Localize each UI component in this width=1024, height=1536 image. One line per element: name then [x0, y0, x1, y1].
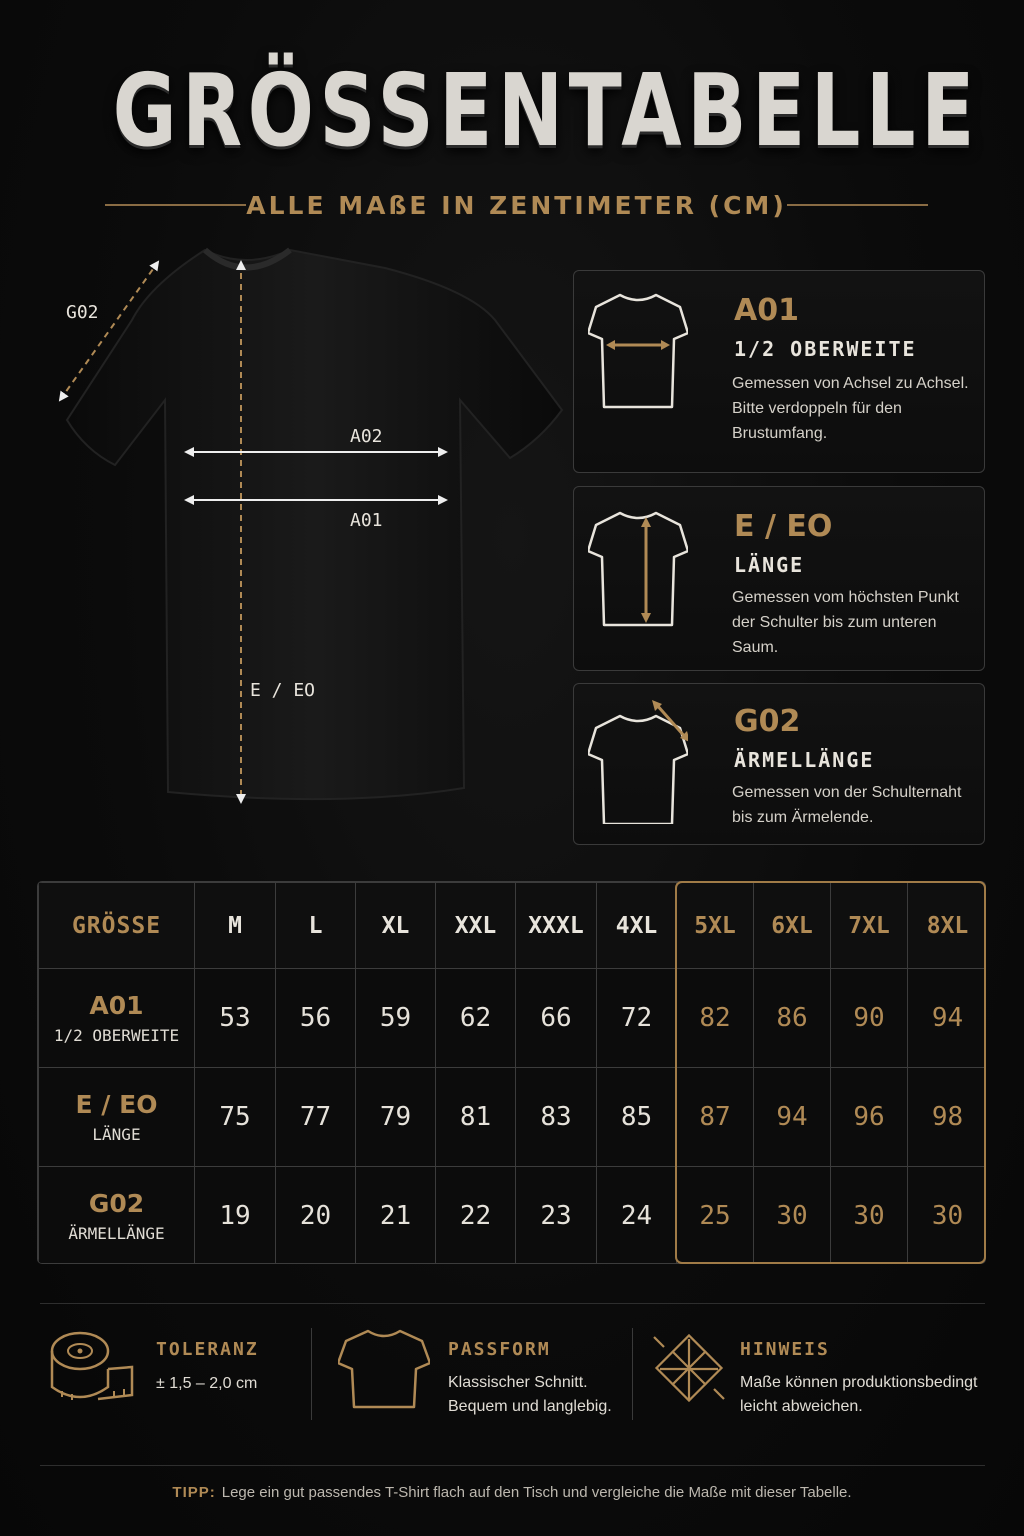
row-header: E / EO LÄNGE: [39, 1068, 195, 1167]
size-header: 8XL: [908, 883, 987, 969]
size-header: 7XL: [831, 883, 908, 969]
size-header: 5XL: [677, 883, 754, 969]
size-header: 6XL: [754, 883, 831, 969]
info-title: PASSFORM: [448, 1339, 551, 1360]
card-code: G02: [734, 704, 801, 739]
table-cell: 22: [436, 1167, 516, 1265]
card-code: E / EO: [734, 509, 833, 544]
table-cell: 98: [908, 1068, 987, 1167]
tshirt-icon: [338, 1327, 430, 1411]
measuring-tape-icon: [48, 1329, 138, 1407]
page-title: GRÖSSENTABELLE: [112, 52, 980, 169]
info-title: HINWEIS: [740, 1339, 830, 1360]
tip-text: Lege ein gut passendes T-Shirt flach auf den Tisch und vergleiche die Maße mit dieser Tabelle.: [221, 1484, 852, 1501]
shirt-width-icon: [588, 289, 688, 419]
table-header-row: [39, 883, 987, 969]
table-cell: 90: [831, 969, 908, 1068]
table-cell: 30: [908, 1167, 987, 1265]
divider: [40, 1303, 985, 1304]
info-title: TOLERANZ: [156, 1339, 259, 1360]
table-cell: 62: [436, 969, 516, 1068]
info-fit: [338, 1325, 628, 1425]
table-cell: 19: [195, 1167, 276, 1265]
table-cell: 94: [754, 1068, 831, 1167]
table-cell: 53: [195, 969, 276, 1068]
separator: [632, 1328, 633, 1420]
row-header: A01 1/2 OBERWEITE: [39, 969, 195, 1068]
subtitle-row: [105, 188, 928, 222]
table-cell: 94: [908, 969, 987, 1068]
table-cell: 82: [677, 969, 754, 1068]
info-note: [652, 1325, 992, 1425]
chest-label: A01: [350, 510, 383, 531]
card-description: Gemessen vom höchsten Punkt der Schulter bis zum unteren Saum.: [732, 589, 959, 656]
subtitle-rule-left: [105, 204, 246, 206]
card-name: LÄNGE: [734, 553, 805, 577]
size-table: [37, 881, 986, 1264]
table-row: [39, 1167, 987, 1265]
table-cell: 85: [597, 1068, 677, 1167]
shirt-shape: [67, 250, 562, 799]
table-cell: 23: [516, 1167, 597, 1265]
separator: [311, 1328, 312, 1420]
upper-width-label: A02: [350, 426, 383, 447]
card-length: [573, 486, 985, 671]
table-cell: 72: [597, 969, 677, 1068]
card-chest: [573, 270, 985, 473]
length-label: E / EO: [250, 680, 316, 701]
info-text: Klassischer Schnitt. Bequem und langlebig.: [448, 1374, 612, 1415]
info-text: ± 1,5 – 2,0 cm: [156, 1375, 258, 1392]
info-tolerance: [48, 1325, 308, 1425]
card-description: Gemessen von der Schulternaht bis zum Ärmelende.: [732, 784, 962, 826]
subtitle-rule-right: [787, 204, 928, 206]
table-cell: 81: [436, 1068, 516, 1167]
size-header: XXXL: [516, 883, 597, 969]
table-cell: 30: [754, 1167, 831, 1265]
size-header: XXL: [436, 883, 516, 969]
table-cell: 20: [276, 1167, 356, 1265]
sleeve-label: G02: [66, 302, 99, 323]
card-description: Gemessen von Achsel zu Achsel. Bitte verdoppeln für den Brustumfang.: [732, 375, 969, 442]
table-cell: 25: [677, 1167, 754, 1265]
table-cell: 75: [195, 1068, 276, 1167]
info-text: Maße können produktionsbedingt leicht abweichen.: [740, 1374, 978, 1415]
tshirt-illustration: [40, 240, 580, 820]
shirt-sleeve-icon: [588, 694, 688, 824]
table-cell: 24: [597, 1167, 677, 1265]
page-subtitle: ALLE MAßE IN ZENTIMETER (CM): [246, 190, 787, 220]
card-sleeve: [573, 683, 985, 845]
table-cell: 83: [516, 1068, 597, 1167]
table-cell: 79: [356, 1068, 436, 1167]
table-cell: 77: [276, 1068, 356, 1167]
card-name: ÄRMELLÄNGE: [734, 748, 875, 772]
tip-line: [0, 1484, 1024, 1501]
size-header: M: [195, 883, 276, 969]
table-cell: 59: [356, 969, 436, 1068]
card-name: 1/2 OBERWEITE: [734, 337, 917, 361]
table-cell: 21: [356, 1167, 436, 1265]
table-cell: 66: [516, 969, 597, 1068]
shirt-length-icon: [588, 507, 688, 637]
shirt-diagram: [40, 240, 580, 820]
size-header: XL: [356, 883, 436, 969]
size-header: L: [276, 883, 356, 969]
table-cell: 96: [831, 1068, 908, 1167]
table-row: [39, 1068, 987, 1167]
header-size-label: GRÖSSE: [39, 883, 195, 969]
table-cell: 86: [754, 969, 831, 1068]
table-cell: 30: [831, 1167, 908, 1265]
fabric-icon: [652, 1329, 726, 1409]
tip-label: TIPP:: [172, 1484, 216, 1501]
divider: [40, 1465, 985, 1466]
table-row: [39, 969, 987, 1068]
size-header: 4XL: [597, 883, 677, 969]
card-code: A01: [734, 293, 799, 328]
row-header: G02 ÄRMELLÄNGE: [39, 1167, 195, 1265]
table-cell: 87: [677, 1068, 754, 1167]
table-cell: 56: [276, 969, 356, 1068]
